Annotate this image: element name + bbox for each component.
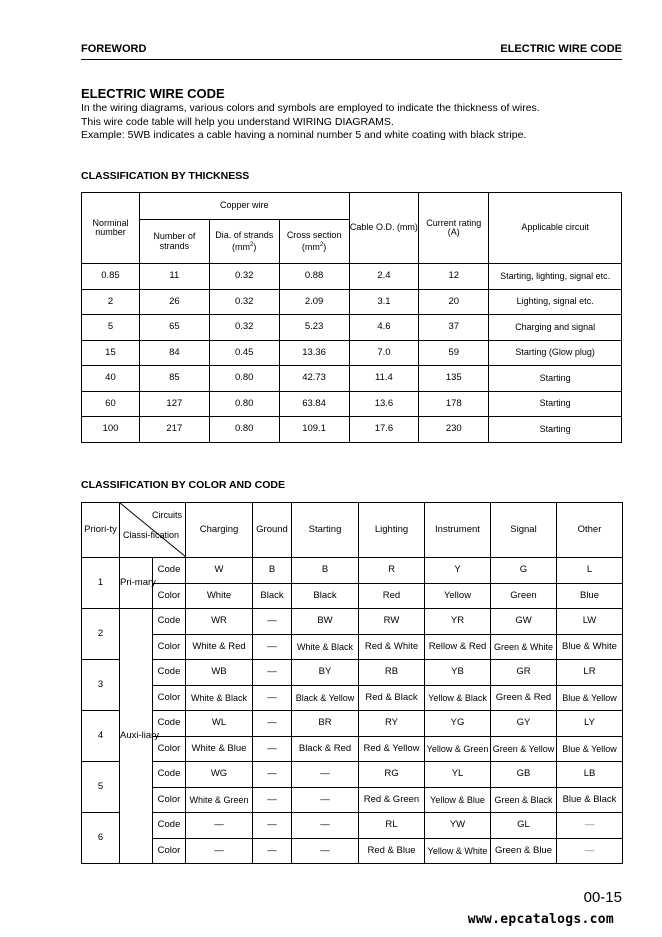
color-table-row xyxy=(82,787,623,813)
wire-code-cell: LB xyxy=(557,762,623,788)
cable-od-header: Cable O.D. (mm) xyxy=(349,193,419,264)
color-table-row xyxy=(82,583,623,609)
wire-color-cell: Green & White xyxy=(491,634,557,660)
applicable-circuit-header: Applicable circuit xyxy=(489,193,622,264)
wire-code-cell: GR xyxy=(491,660,557,686)
wire-color-cell: White & Black xyxy=(292,634,359,660)
wire-code-cell: RY xyxy=(359,711,425,737)
wire-code-cell: RB xyxy=(359,660,425,686)
wire-color-cell: Blue & Yellow xyxy=(557,685,623,711)
wire-color-cell: Yellow & Green xyxy=(425,736,491,762)
color-table-row xyxy=(82,838,623,864)
wire-color-cell: — xyxy=(253,787,292,813)
thickness-cell: 178 xyxy=(419,391,489,417)
wire-color-cell: — xyxy=(253,838,292,864)
code-label-cell: Code xyxy=(153,813,186,839)
col-charging: Charging xyxy=(186,503,253,558)
thickness-cell: 100 xyxy=(82,417,140,443)
wire-color-cell: Yellow & Blue xyxy=(425,787,491,813)
code-label-cell: Code xyxy=(153,558,186,584)
thickness-cell: Starting, lighting, signal etc. xyxy=(489,264,622,290)
priority-cell: 6 xyxy=(82,813,120,864)
thickness-cell: 0.32 xyxy=(209,264,279,290)
circuits-label: Circuits xyxy=(151,510,182,520)
wire-code-cell: R xyxy=(359,558,425,584)
thickness-cell: 127 xyxy=(139,391,209,417)
wire-color-cell: Green & Red xyxy=(491,685,557,711)
classification-primary: Pri-mary xyxy=(120,558,153,609)
wire-code-cell: GW xyxy=(491,609,557,635)
intro-text xyxy=(81,102,540,143)
wire-color-cell: Rellow & Red xyxy=(425,634,491,660)
thickness-cell: 85 xyxy=(139,366,209,392)
thickness-cell: 0.85 xyxy=(82,264,140,290)
color-label-cell: Color xyxy=(153,736,186,762)
wire-code-cell: BW xyxy=(292,609,359,635)
wire-color-cell: White & Red xyxy=(186,634,253,660)
thickness-cell: 0.80 xyxy=(209,391,279,417)
color-label-cell: Color xyxy=(153,583,186,609)
wire-code-cell: RL xyxy=(359,813,425,839)
copper-wire-header: Copper wire xyxy=(139,193,349,220)
thickness-row xyxy=(82,289,622,315)
wire-code-cell: YB xyxy=(425,660,491,686)
wire-color-cell: Yellow xyxy=(425,583,491,609)
wire-color-cell: Black & Red xyxy=(292,736,359,762)
col-starting: Starting xyxy=(292,503,359,558)
thickness-cell: Starting xyxy=(489,391,622,417)
code-label-cell: Code xyxy=(153,609,186,635)
wire-code-cell: W xyxy=(186,558,253,584)
header-topic: ELECTRIC WIRE CODE xyxy=(500,43,622,55)
thickness-cell: 2.4 xyxy=(349,264,419,290)
wire-code-cell: YR xyxy=(425,609,491,635)
wire-code-cell: B xyxy=(253,558,292,584)
color-table-row xyxy=(82,609,623,635)
wire-code-cell: GB xyxy=(491,762,557,788)
wire-code-cell: WR xyxy=(186,609,253,635)
wire-code-cell: LW xyxy=(557,609,623,635)
thickness-cell: 37 xyxy=(419,315,489,341)
wire-code-cell: — xyxy=(292,813,359,839)
color-heading: CLASSIFICATION BY COLOR AND CODE xyxy=(81,479,285,491)
thickness-cell: 12 xyxy=(419,264,489,290)
wire-color-cell: Red xyxy=(359,583,425,609)
thickness-cell: 5 xyxy=(82,315,140,341)
thickness-cell: 5.23 xyxy=(279,315,349,341)
wire-code-cell: YL xyxy=(425,762,491,788)
thickness-cell: Charging and signal xyxy=(489,315,622,341)
wire-color-cell: Yellow & Black xyxy=(425,685,491,711)
thickness-table xyxy=(81,192,622,443)
thickness-cell: 0.45 xyxy=(209,340,279,366)
wire-code-cell: — xyxy=(253,660,292,686)
wire-color-cell: Yellow & White xyxy=(425,838,491,864)
thickness-cell: 13.6 xyxy=(349,391,419,417)
wire-code-cell: BY xyxy=(292,660,359,686)
priority-cell: 5 xyxy=(82,762,120,813)
wire-color-cell: Green & Yellow xyxy=(491,736,557,762)
wire-color-cell: — xyxy=(292,838,359,864)
wire-color-cell: Blue & Yellow xyxy=(557,736,623,762)
wire-code-cell: LR xyxy=(557,660,623,686)
color-table-row xyxy=(82,736,623,762)
wire-code-cell: RW xyxy=(359,609,425,635)
thickness-cell: 59 xyxy=(419,340,489,366)
color-table-row xyxy=(82,685,623,711)
wire-color-cell: — xyxy=(292,787,359,813)
thickness-cell: Lighting, signal etc. xyxy=(489,289,622,315)
wire-color-cell: Blue xyxy=(557,583,623,609)
wire-code-cell: BR xyxy=(292,711,359,737)
wire-code-cell: LY xyxy=(557,711,623,737)
wire-color-cell: White & Green xyxy=(186,787,253,813)
wire-code-cell: L xyxy=(557,558,623,584)
code-label-cell: Code xyxy=(153,711,186,737)
thickness-cell: 26 xyxy=(139,289,209,315)
intro-line: This wire code table will help you understand WIRING DIAGRAMS. xyxy=(81,115,394,128)
wire-color-cell: Black xyxy=(292,583,359,609)
wire-color-cell: Red & White xyxy=(359,634,425,660)
wire-code-cell: WB xyxy=(186,660,253,686)
wire-code-cell: RG xyxy=(359,762,425,788)
color-label-cell: Color xyxy=(153,685,186,711)
wire-color-cell: — xyxy=(253,634,292,660)
wire-code-cell: — xyxy=(557,813,623,839)
wire-code-cell: YW xyxy=(425,813,491,839)
wire-code-cell: YG xyxy=(425,711,491,737)
thickness-cell: 109.1 xyxy=(279,417,349,443)
thickness-cell: 60 xyxy=(82,391,140,417)
thickness-cell: 0.80 xyxy=(209,417,279,443)
thickness-cell: 20 xyxy=(419,289,489,315)
wire-color-cell: Black xyxy=(253,583,292,609)
wire-color-cell: Green & Blue xyxy=(491,838,557,864)
wire-code-cell: G xyxy=(491,558,557,584)
thickness-row xyxy=(82,315,622,341)
thickness-cell: 135 xyxy=(419,366,489,392)
wire-code-cell: — xyxy=(253,609,292,635)
col-other: Other xyxy=(557,503,623,558)
thickness-cell: 0.88 xyxy=(279,264,349,290)
code-label-cell: Code xyxy=(153,762,186,788)
thickness-cell: 63.84 xyxy=(279,391,349,417)
intro-line: Example: 5WB indicates a cable having a nominal number 5 and white coating with black stripe. xyxy=(81,129,527,141)
wire-color-cell: White & Blue xyxy=(186,736,253,762)
thickness-cell: 2.09 xyxy=(279,289,349,315)
thickness-cell: 65 xyxy=(139,315,209,341)
wire-code-cell: Y xyxy=(425,558,491,584)
code-label-cell: Code xyxy=(153,660,186,686)
wire-code-cell: — xyxy=(292,762,359,788)
wire-color-cell: Red & Yellow xyxy=(359,736,425,762)
wire-code-cell: — xyxy=(253,762,292,788)
thickness-cell: 15 xyxy=(82,340,140,366)
nominal-number-header: Norminal number xyxy=(82,193,140,264)
wire-color-cell: — xyxy=(186,838,253,864)
thickness-cell: Starting (Glow plug) xyxy=(489,340,622,366)
wire-color-cell: — xyxy=(253,685,292,711)
priority-cell: 4 xyxy=(82,711,120,762)
color-table-row xyxy=(82,813,623,839)
page-header xyxy=(81,43,622,60)
wire-color-cell: — xyxy=(253,736,292,762)
thickness-cell: 17.6 xyxy=(349,417,419,443)
watermark: www.epcatalogs.com xyxy=(467,912,614,927)
strands-header: Number of strands xyxy=(139,220,209,264)
col-instrument: Instrument xyxy=(425,503,491,558)
wire-color-cell: Black & Yellow xyxy=(292,685,359,711)
thickness-cell: 11.4 xyxy=(349,366,419,392)
thickness-cell: 217 xyxy=(139,417,209,443)
wire-color-cell: Red & Black xyxy=(359,685,425,711)
wire-code-cell: B xyxy=(292,558,359,584)
wire-color-cell: — xyxy=(557,838,623,864)
header-section: FOREWORD xyxy=(81,43,147,55)
cross-section-header: Cross section $(mm^2)$ xyxy=(279,220,349,264)
wire-code-cell: GL xyxy=(491,813,557,839)
wire-code-cell: — xyxy=(253,813,292,839)
thickness-cell: 13.36 xyxy=(279,340,349,366)
thickness-cell: 230 xyxy=(419,417,489,443)
col-lighting: Lighting xyxy=(359,503,425,558)
priority-cell: 2 xyxy=(82,609,120,660)
color-label-cell: Color xyxy=(153,838,186,864)
thickness-cell: Starting xyxy=(489,366,622,392)
thickness-row xyxy=(82,391,622,417)
color-table-row xyxy=(82,762,623,788)
wire-color-cell: Blue & White xyxy=(557,634,623,660)
color-table-row xyxy=(82,711,623,737)
thickness-cell: 84 xyxy=(139,340,209,366)
thickness-cell: 0.32 xyxy=(209,315,279,341)
thickness-cell: 11 xyxy=(139,264,209,290)
col-signal: Signal xyxy=(491,503,557,558)
thickness-row xyxy=(82,417,622,443)
thickness-cell: 0.32 xyxy=(209,289,279,315)
priority-header: Priori-ty xyxy=(82,503,120,558)
thickness-cell: 7.0 xyxy=(349,340,419,366)
color-label-cell: Color xyxy=(153,787,186,813)
current-rating-header: Current rating (A) xyxy=(419,193,489,264)
wire-code-cell: WG xyxy=(186,762,253,788)
thickness-heading: CLASSIFICATION BY THICKNESS xyxy=(81,170,250,182)
thickness-cell: 40 xyxy=(82,366,140,392)
priority-cell: 3 xyxy=(82,660,120,711)
wire-code-cell: GY xyxy=(491,711,557,737)
color-table-row xyxy=(82,558,623,584)
classification-auxiliary: Auxi-liary xyxy=(120,609,153,864)
color-table-row xyxy=(82,660,623,686)
wire-color-cell: Red & Blue xyxy=(359,838,425,864)
wire-color-cell: Blue & Black xyxy=(557,787,623,813)
thickness-cell: 4.6 xyxy=(349,315,419,341)
color-label-cell: Color xyxy=(153,634,186,660)
wire-code-cell: — xyxy=(186,813,253,839)
wire-color-cell: White xyxy=(186,583,253,609)
wire-code-cell: — xyxy=(253,711,292,737)
thickness-cell: 2 xyxy=(82,289,140,315)
color-table-row xyxy=(82,634,623,660)
wire-color-cell: Green xyxy=(491,583,557,609)
classification-label: Classi-fication xyxy=(123,530,180,540)
wire-code-cell: WL xyxy=(186,711,253,737)
dia-header: Dia. of strands $(mm^2)$ xyxy=(209,220,279,264)
priority-cell: 1 xyxy=(82,558,120,609)
thickness-row xyxy=(82,340,622,366)
wire-color-cell: Red & Green xyxy=(359,787,425,813)
thickness-cell: Starting xyxy=(489,417,622,443)
wire-color-cell: Green & Black xyxy=(491,787,557,813)
classification-header xyxy=(120,503,186,558)
thickness-cell: 3.1 xyxy=(349,289,419,315)
intro-line: In the wiring diagrams, various colors and symbols are employed to indicate the thickness of wires. xyxy=(81,102,540,114)
thickness-row xyxy=(82,366,622,392)
wire-color-cell: White & Black xyxy=(186,685,253,711)
page-title: ELECTRIC WIRE CODE xyxy=(81,86,225,101)
page-number: 00-15 xyxy=(583,889,622,906)
thickness-cell: 0.80 xyxy=(209,366,279,392)
color-code-table xyxy=(81,502,623,864)
col-ground: Ground xyxy=(253,503,292,558)
thickness-cell: 42.73 xyxy=(279,366,349,392)
thickness-row xyxy=(82,264,622,290)
